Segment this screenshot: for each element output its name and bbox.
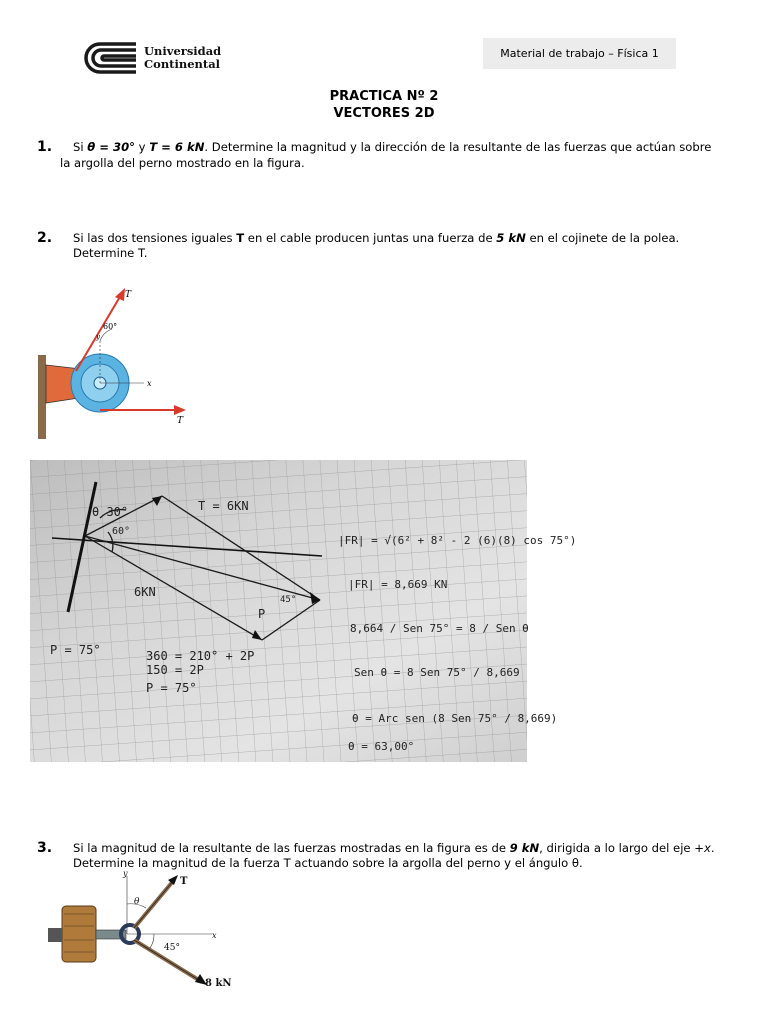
eyebolt-figure (42, 870, 242, 990)
pulley-figure (36, 283, 196, 443)
logo-mark-icon (86, 40, 138, 76)
problem-3-text: Si la magnitud de la resultante de las fuerzas mostradas en la figura es de 9 kN, dirigida a lo largo del eje +x. (73, 841, 715, 855)
photo-eq-7: P = 75° (50, 643, 101, 657)
photo-eq-8: 360 = 210° + 2P (146, 649, 255, 663)
force-8kn-label: 8 kN (205, 978, 232, 989)
university-logo (86, 40, 226, 76)
wall (38, 355, 46, 439)
photo-label-6kn: 6KN (134, 585, 156, 599)
page-subtitle: VECTORES 2D (333, 106, 435, 121)
photo-eq-6: θ = 63,00° (348, 740, 415, 753)
wood-post (62, 906, 96, 962)
t-top-label: T (125, 290, 132, 300)
angle-label: 60° (103, 322, 118, 331)
photo-eq-5: θ = Arc sen (8 Sen 75° / 8,669) (352, 712, 558, 725)
theta-label: θ (134, 897, 140, 907)
problem-1-text: Si θ = 30° y T = 6 kN. Determine la magnitud y la dirección de la resultante de las fuerzas que actúan sobre (73, 140, 712, 154)
t-label: T (180, 876, 188, 887)
y-axis-label: y (96, 333, 100, 341)
photo-label-45: 45° (280, 595, 297, 605)
nut (48, 928, 62, 942)
material-badge: Material de trabajo – Física 1 (483, 38, 676, 69)
photo-eq-9: 150 = 2P (146, 663, 204, 677)
photo-eq-3: 8,664 / Sen 75° = 8 / Sen θ (350, 622, 529, 635)
t-bottom-label: T (177, 416, 184, 426)
handwritten-solution-photo (30, 460, 577, 762)
photo-eq-2: |FR| = 8,669 KN (348, 578, 448, 591)
x-axis-label: x (147, 379, 152, 388)
y-label: y (123, 869, 128, 878)
page-title: PRACTICA Nº 2 (329, 89, 439, 104)
photo-label-p: P (258, 607, 266, 621)
logo-text-line1: Universidad (144, 44, 222, 58)
photo-eq-4: Sen θ = 8 Sen 75° / 8,669 (354, 666, 520, 679)
x-label: x (212, 931, 217, 940)
photo-eq-10: P = 75° (146, 681, 197, 695)
problem-2-text: Si las dos tensiones iguales T en el cable producen juntas una fuerza de 5 kN en el cojinete de la polea. (73, 231, 680, 245)
photo-label-t: T = 6KN (198, 499, 249, 513)
photo-label-theta: θ 30° (92, 505, 129, 519)
photo-eq-1: |FR| = √(6² + 8² - 2 (6)(8) cos 75°) (338, 534, 577, 547)
problem-2-text-line2: Determine T. (73, 246, 148, 260)
problem-1-number: 1. (37, 139, 53, 155)
problem-3-number: 3. (37, 840, 53, 856)
photo-label-60: 60° (112, 526, 131, 537)
angle-45-label: 45° (164, 943, 180, 953)
logo-text-line2: Continental (144, 57, 221, 71)
problem-3-text-line2: Determine la magnitud de la fuerza T actuando sobre la argolla del perno y el ángulo θ. (73, 856, 583, 870)
problem-1-text-line2: la argolla del perno mostrado en la figura. (60, 156, 305, 170)
problem-2-number: 2. (37, 230, 53, 246)
